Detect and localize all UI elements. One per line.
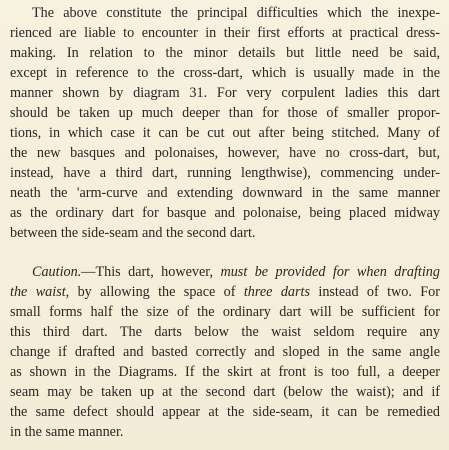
- text-line: as shown in the Diagrams. If the skirt at front is too full, a deeper: [10, 364, 440, 380]
- emphasis-text: three darts: [243, 284, 311, 300]
- text-line: between the side-seam and the second dart.: [10, 225, 256, 241]
- paragraph-1: [10, 3, 440, 243]
- text-line: [10, 262, 440, 282]
- text-line: change if drafted and basted correctly and sloped in the same angle: [10, 344, 440, 360]
- text-line: making. In relation to the minor details but little need be said,: [10, 45, 440, 61]
- text-line: tions, in which case it can be cut out after being stitched. Many of: [10, 125, 440, 141]
- text-line: in the same manner.: [10, 424, 124, 440]
- text-line: [10, 282, 440, 302]
- text-run: by allowing the space of: [69, 284, 244, 300]
- text-line: should be taken up much deeper than for those of smaller propor-: [10, 105, 440, 121]
- paragraph-2: [10, 262, 440, 442]
- text-line: small forms half the size of the ordinary dart will be sufficient for: [10, 304, 440, 320]
- emphasis-text: must be provided for when drafting: [220, 264, 440, 280]
- text-line: neath the 'arm-curve and extending downward in the same manner: [10, 185, 440, 201]
- text-line: as the ordinary dart for basque and polonaise, being placed midway: [10, 205, 440, 221]
- emphasis-text: the waist,: [10, 284, 70, 300]
- text-line: manner shown by diagram 31. For very corpulent ladies this dart: [10, 85, 440, 101]
- text-line: instead, have a third dart, running lengthwise), commencing under-: [10, 165, 440, 181]
- text-line: The above constitute the principal difficulties which the inexpe-: [32, 5, 440, 21]
- caution-label: Caution.: [32, 264, 82, 280]
- text-run: —This dart, however,: [81, 264, 221, 280]
- text-line: this third dart. The darts below the waist seldom require any: [10, 324, 440, 340]
- text-line: the new basques and polonaises, however, have no cross-dart, but,: [10, 145, 440, 161]
- text-line: seam may be taken up at the second dart (below the waist); and if: [10, 384, 440, 400]
- text-line: the same defect should appear at the side-seam, it can be remedied: [10, 404, 440, 420]
- text-run: instead of two. For: [310, 284, 440, 300]
- text-line: rienced are liable to encounter in their first efforts at practical dress-: [10, 25, 440, 41]
- text-line: except in reference to the cross-dart, which is usually made in the: [10, 65, 440, 81]
